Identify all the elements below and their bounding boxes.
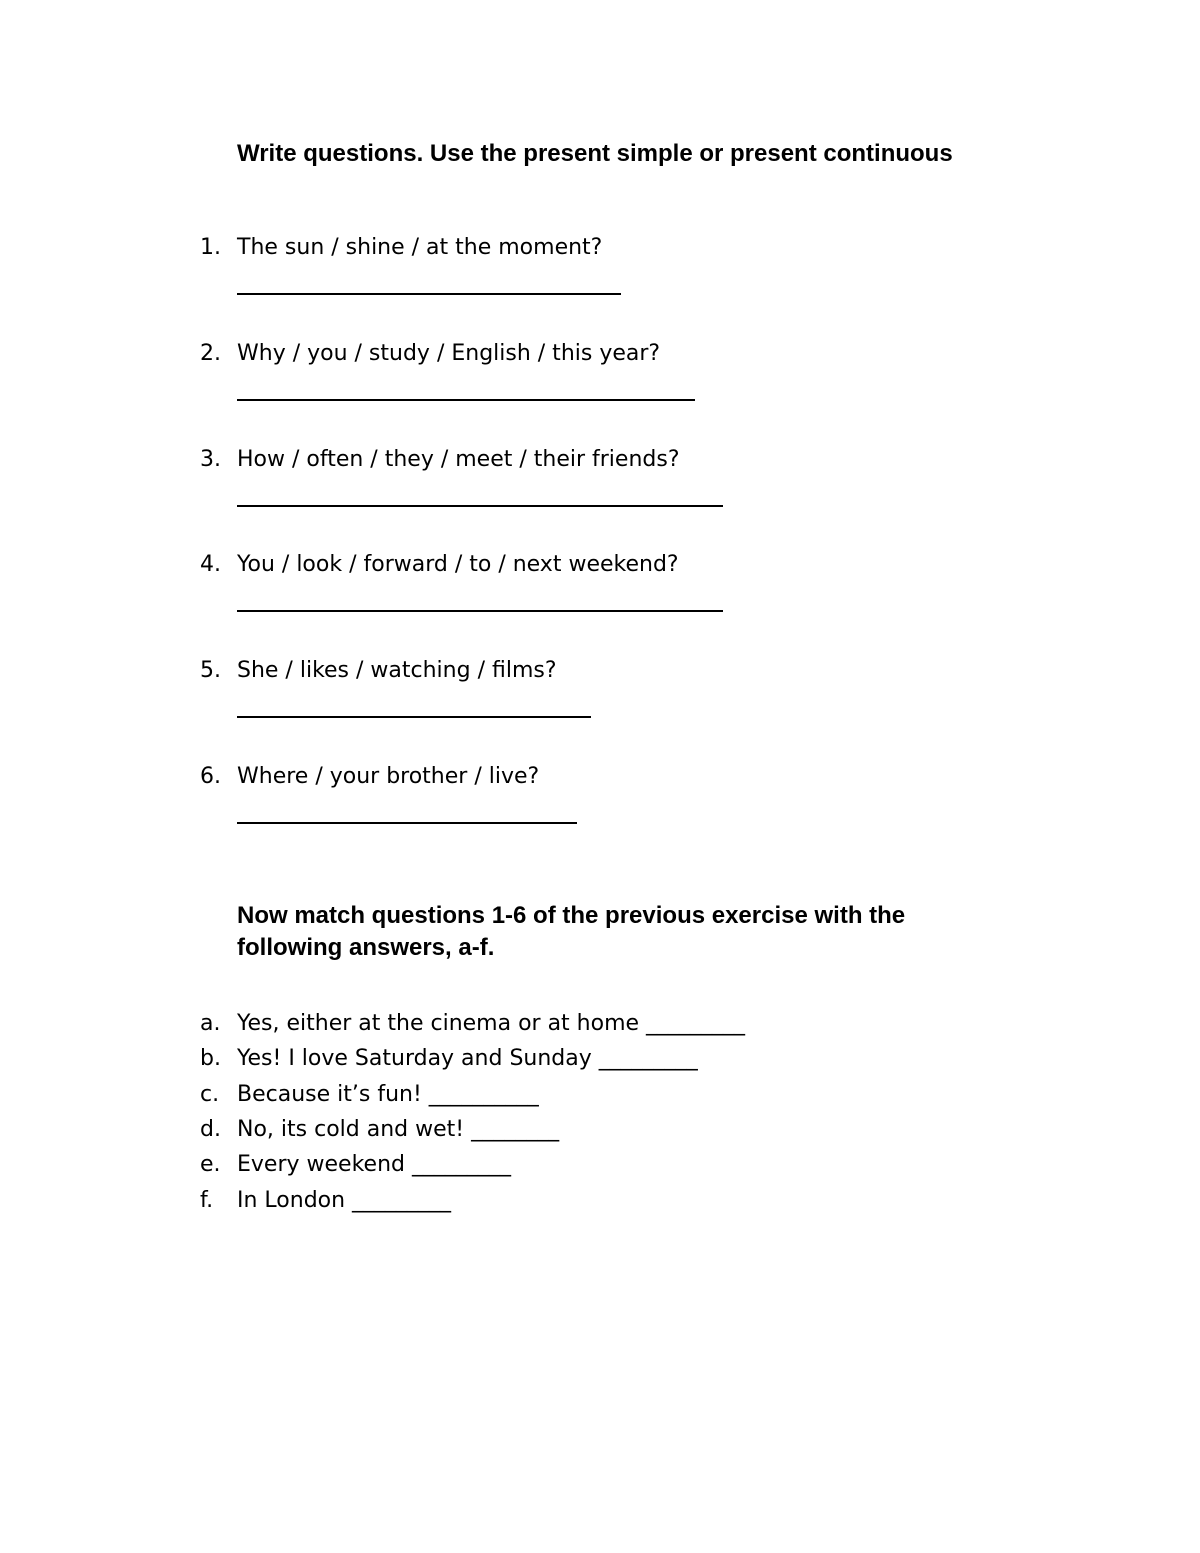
answer-text: Yes, either at the cinema or at home _________ [237, 1011, 746, 1036]
answer-text: No, its cold and wet! ________ [237, 1117, 560, 1142]
answer-line[interactable] [237, 822, 577, 824]
answer-letter: e. [200, 1152, 221, 1177]
answer-line[interactable] [237, 399, 695, 401]
answer-text: Every weekend _________ [237, 1152, 511, 1177]
question-prompt: She / likes / watching / films? [237, 658, 557, 683]
answer-line[interactable] [237, 716, 591, 718]
answer-letter: d. [200, 1117, 221, 1142]
answer-line[interactable] [237, 610, 723, 612]
exercise-1-heading: Write questions. Use the present simple or present continuous [237, 140, 953, 167]
question-number: 2. [200, 341, 221, 366]
question-number: 6. [200, 764, 221, 789]
answer-letter: f. [200, 1188, 214, 1213]
question-prompt: How / often / they / meet / their friends? [237, 447, 680, 472]
answer-text: In London _________ [237, 1188, 452, 1213]
question-prompt: The sun / shine / at the moment? [237, 235, 603, 260]
answer-text: Because it’s fun! __________ [237, 1082, 539, 1107]
answer-letter: a. [200, 1011, 221, 1036]
answer-text: Yes! I love Saturday and Sunday _________ [237, 1046, 698, 1071]
question-prompt: Where / your brother / live? [237, 764, 540, 789]
answer-line[interactable] [237, 505, 723, 507]
question-number: 3. [200, 447, 221, 472]
question-prompt: Why / you / study / English / this year? [237, 341, 661, 366]
answer-letter: c. [200, 1082, 220, 1107]
answer-letter: b. [200, 1046, 221, 1071]
question-number: 1. [200, 235, 221, 260]
question-prompt: You / look / forward / to / next weekend? [237, 552, 679, 577]
question-number: 5. [200, 658, 221, 683]
exercise-2-heading: Now match questions 1-6 of the previous exercise with the following answers, a-f. [237, 902, 906, 961]
answer-line[interactable] [237, 293, 621, 295]
question-number: 4. [200, 552, 221, 577]
